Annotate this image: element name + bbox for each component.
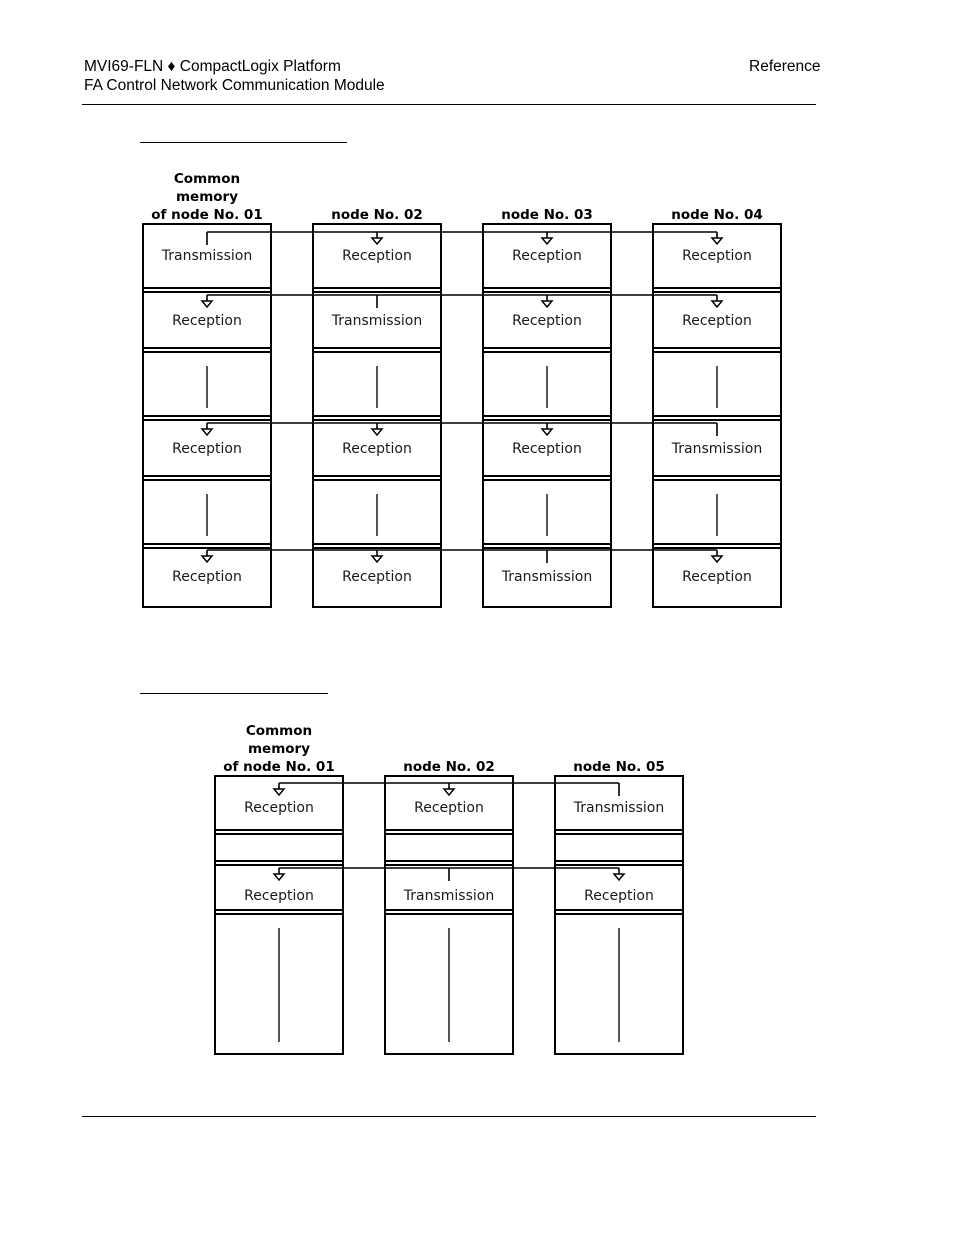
diagram1-cell-label: Reception (172, 441, 242, 457)
diagram1-reception-arrow-icon (202, 429, 212, 435)
diagram1-reception-arrow-icon (712, 556, 722, 562)
diagram1-node-title: node No. 04 (671, 207, 763, 223)
diagram1-reception-arrow-icon (712, 301, 722, 307)
header-section: Reference (749, 58, 821, 75)
header-module-name: FA Control Network Communication Module (84, 77, 385, 94)
diagram2-cell-label: Transmission (573, 800, 665, 816)
diagram1-reception-arrow-icon (202, 556, 212, 562)
diagram1-cell-label: Reception (172, 313, 242, 329)
diagram1-reception-arrow-icon (542, 238, 552, 244)
diagram2-node-title: of node No. 01 (223, 759, 335, 775)
diagram2-reception-arrow-icon (614, 874, 624, 880)
diagram1-cell-label: Reception (342, 441, 412, 457)
diagram1-cell-label: Transmission (161, 248, 253, 264)
diagram2-node-title: Common (245, 723, 313, 739)
diagram1-node-title: node No. 03 (501, 207, 593, 223)
diagram1-cell-label: Transmission (671, 441, 763, 457)
diagram1-reception-arrow-icon (372, 238, 382, 244)
diagram1-node-title: node No. 02 (331, 207, 423, 223)
diagram1-reception-arrow-icon (372, 429, 382, 435)
diagram2-cell-label: Reception (584, 888, 654, 904)
diagram2-reception-arrow-icon (274, 874, 284, 880)
diagram1-cell-label: Reception (342, 569, 412, 585)
diagram2-cell-label: Reception (414, 800, 484, 816)
diagram1-cell-label: Reception (682, 313, 752, 329)
diagram1-node-title: of node No. 01 (151, 207, 263, 223)
diagram1-cell-label: Transmission (501, 569, 593, 585)
diagram2-cell-label: Transmission (403, 888, 495, 904)
diagram1-cell-label: Reception (342, 248, 412, 264)
diagram1-cell-label: Transmission (331, 313, 423, 329)
diagram1-node-title: memory (175, 189, 239, 205)
diagram1-reception-arrow-icon (202, 301, 212, 307)
diagram1-node-title: Common (173, 171, 241, 187)
diagram2-reception-arrow-icon (444, 789, 454, 795)
diagram1-cell-label: Reception (682, 248, 752, 264)
diagram2-node-title: node No. 05 (573, 759, 665, 775)
diagram2-cell-label: Reception (244, 800, 314, 816)
header-product-line: MVI69-FLN ♦ CompactLogix Platform (84, 58, 341, 75)
diagram1-cell-label: Reception (512, 248, 582, 264)
diagram2-node-title: node No. 02 (403, 759, 495, 775)
diagram1-reception-arrow-icon (542, 429, 552, 435)
diagram1-cell-label: Reception (512, 313, 582, 329)
diagram2-cell-label: Reception (244, 888, 314, 904)
diagram1-reception-arrow-icon (542, 301, 552, 307)
diagram1-reception-arrow-icon (712, 238, 722, 244)
diagram2-node-title: memory (247, 741, 311, 757)
diagram1-cell-label: Reception (172, 569, 242, 585)
diagram1-cell-label: Reception (682, 569, 752, 585)
diagram2-reception-arrow-icon (274, 789, 284, 795)
diagram1-reception-arrow-icon (372, 556, 382, 562)
diagram1-cell-label: Reception (512, 441, 582, 457)
